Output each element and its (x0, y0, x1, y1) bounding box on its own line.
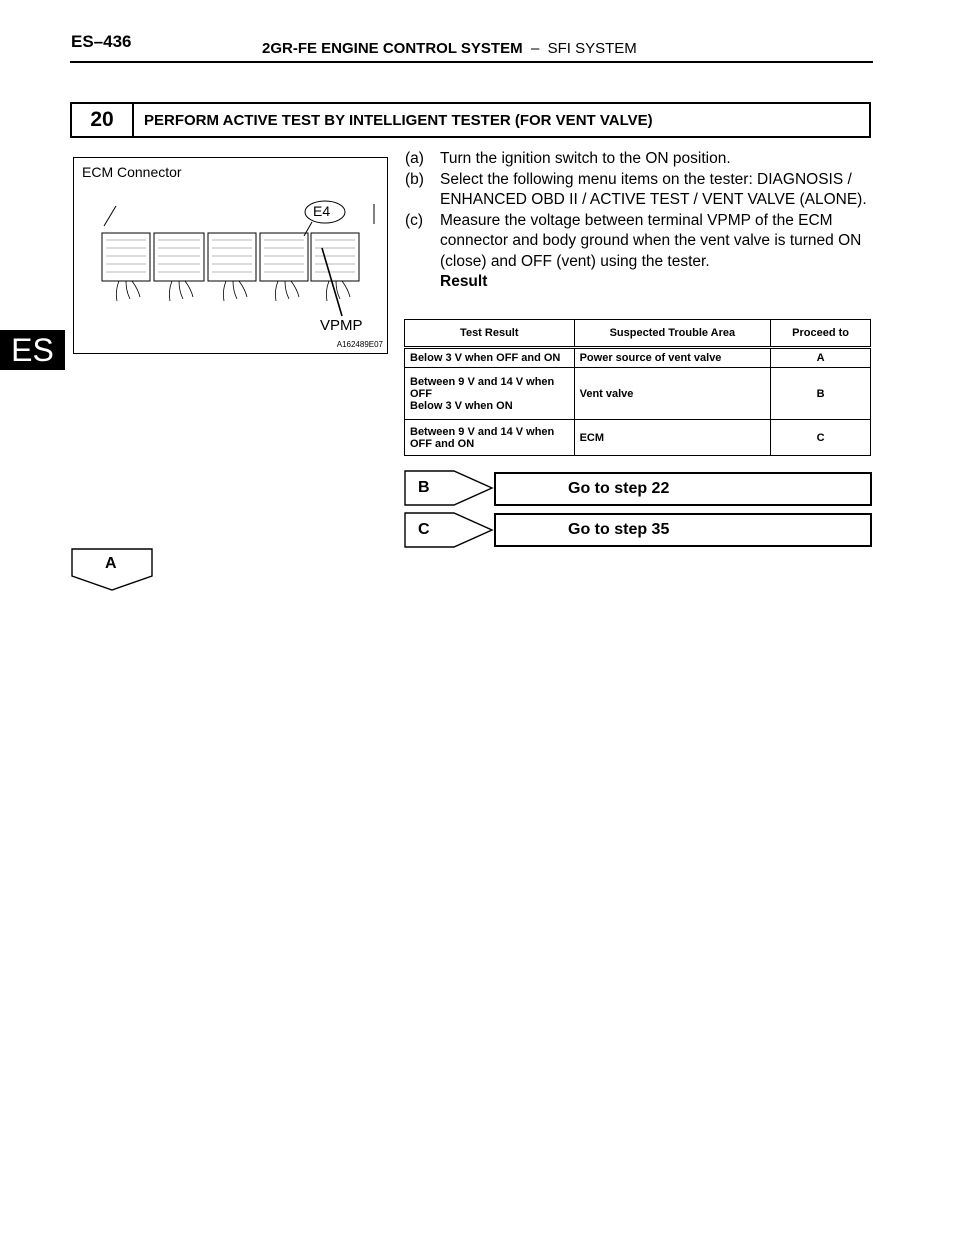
table-header-row (405, 320, 871, 348)
figure-title: ECM Connector (82, 164, 182, 180)
section-side-tab: ES (0, 330, 65, 370)
header-rule (70, 61, 873, 63)
table-row (405, 348, 871, 368)
figure-code: A162489E07 (336, 340, 383, 349)
step-title: PERFORM ACTIVE TEST BY INTELLIGENT TESTER (FOR VENT VALVE) (144, 111, 653, 129)
table-row (405, 420, 871, 456)
instruction-item: (c) Measure the voltage between terminal VPMP of the ECM connector and body ground when the vent valve is turned ON (close) and OFF (vent) using the tester. (405, 211, 862, 270)
table-cell: A (771, 348, 871, 368)
branch-label-c: C (418, 521, 430, 538)
section-title (262, 40, 637, 57)
table-cell: Between 9 V and 14 V when OFF Below 3 V when ON (405, 368, 575, 420)
step-header (70, 102, 871, 138)
goto-step-box: Go to step 35 (494, 513, 872, 547)
step-number: 20 (72, 104, 134, 136)
result-label: Result (440, 273, 488, 290)
table-cell: C (771, 420, 871, 456)
terminal-label: VPMP (320, 317, 363, 334)
table-cell: B (771, 368, 871, 420)
goto-step-box: Go to step 22 (494, 472, 872, 506)
table-row (405, 368, 871, 420)
table-cell: Between 9 V and 14 V when OFF and ON (405, 420, 575, 456)
table-cell: Vent valve (574, 368, 771, 420)
connector-label: E4 (313, 203, 331, 219)
result-table (404, 319, 871, 456)
table-cell: ECM (574, 420, 771, 456)
instruction-list (405, 149, 875, 293)
table-header-cell: Suspected Trouble Area (574, 320, 771, 348)
section-title-rest: SFI SYSTEM (547, 40, 637, 57)
table-header-cell: Test Result (405, 320, 575, 348)
page-number: ES–436 (71, 32, 132, 51)
table-cell: Below 3 V when OFF and ON (405, 348, 575, 368)
table-cell: Power source of vent valve (574, 348, 771, 368)
ecm-connector-figure (73, 157, 388, 354)
instruction-item: (a) Turn the ignition switch to the ON position. (405, 150, 731, 167)
instruction-item: (b) Select the following menu items on the tester: DIAGNOSIS / ENHANCED OBD II / ACTIVE TEST / VENT VALVE (ALONE). (405, 170, 867, 208)
section-title-bold: 2GR-FE ENGINE CONTROL SYSTEM (262, 40, 523, 57)
next-step-label: A (105, 555, 117, 572)
table-header-cell: Proceed to (771, 320, 871, 348)
section-title-separator: – (530, 40, 540, 57)
branch-label-b: B (418, 479, 430, 496)
